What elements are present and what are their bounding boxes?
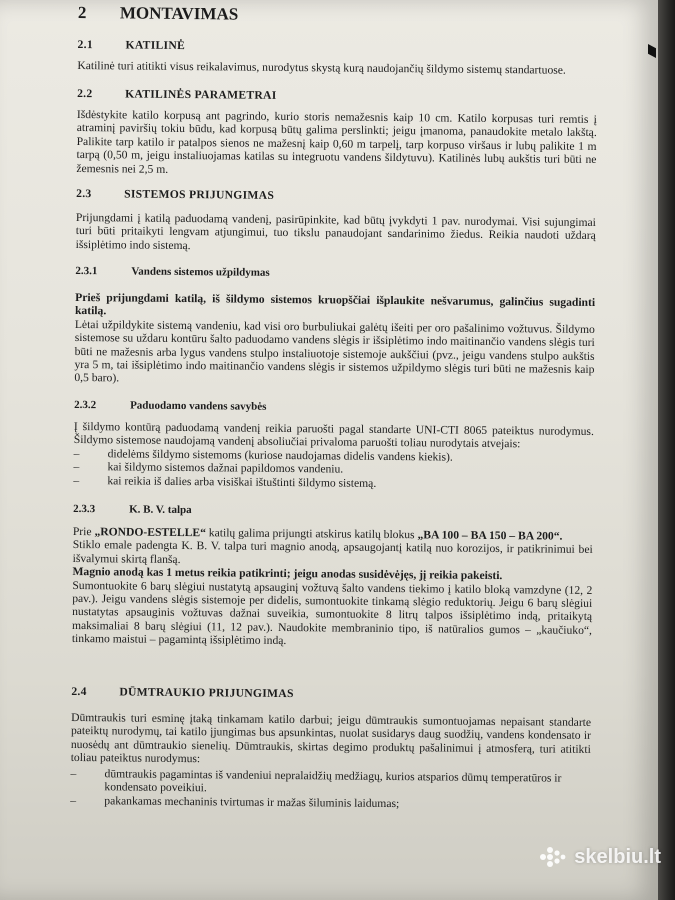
section-number: 2.3.3 — [73, 502, 96, 516]
section-2-3-2-heading — [74, 399, 266, 414]
page-edge-shadow — [658, 0, 675, 900]
section-number: 2.3 — [76, 186, 92, 201]
section-number: 2.4 — [71, 684, 87, 699]
section-2-3-1-text — [74, 291, 595, 390]
dash-bullet: – — [73, 460, 80, 474]
page-notch — [648, 44, 656, 58]
list-item: – kai šildymo sistemos dažnai papildomos vandeniu. — [73, 460, 344, 476]
water-conditions-list — [73, 447, 593, 492]
list-item: – kai reikia iš dalies arba visiškai ištuštinti šildymo sistemą. — [73, 473, 377, 490]
section-number: 2 — [77, 2, 87, 23]
section-title: Paduodamo vandens savybės — [130, 399, 267, 413]
section-2-3-heading — [76, 187, 274, 202]
dash-bullet: – — [70, 766, 77, 781]
section-number: 2.1 — [77, 37, 94, 52]
section-2-3-3-heading — [73, 503, 192, 518]
section-2-3-1-heading — [75, 265, 269, 280]
warning-text: Prieš prijungdami katilą, iš šildymo sistemos kruopščiai išplaukite nešvarumus, galinčius sugadinti katilą. — [74, 290, 596, 318]
section-2-1-text: Katilinė turi atitikti visus reikalavimus, nurodytus skystą kurą naudojančių šildymo sistemų standartuose. — [77, 58, 566, 77]
section-2-3-3-text: Prie „RONDO-ESTELLE“ katilų galima prijungti atskirus katilų blokus „BA 100 – BA 150 – BA 200“. Stiklo emale padengta K. B. V. talpa turi magnio anodą, apsaugojantį katilą nuo korozijos, ir patikrinimui bei išvalymui skirtą flanšą. Magnio anodą kas 1 metus reikia patikrinti; jeigu anodas susidėvėjęs, jį reikia pakeisti. Sumontuokite 6 barų slėgiui nustatytą apsauginį vožtuvą šalto vandens tiekimo į katilo bloką vamzdyne (12, 2 pav.). Jeigu vandens slėgis sistemoje per didelis, sumontuokite tinkamą slėgio reduktorių. Jeigu 6 barų slėgiui nustatytas apsauginis vožtuvas dažnai suveikia, sumontuokite 8 litrų talpos išsiplėtimo indą, pritaikytą maksimaliai 8 barų slėgiui (11, 12 pav.). Naudokite membraninio tipo, iš natūralios gumos – „kaučiuko“, tinkamo maistui – pagamintą išsiplėtimo indą. — [71, 524, 593, 648]
skelbiu-logo-icon — [538, 844, 568, 870]
body-text: Lėtai užpildykite sistemą vandeniu, kad visi oro burbuliukai galėtų išeiti per oro pašalinimo vožtuvus. Šildymo sistemose su uždaru kontūru šalto paduodamo vandens slėgis ir išsiplėtimo indo maitinančio vandens slėgis turi būti ne mažesnis arba lygus vandens stulpo instaliuotoje sistemoje aukščiui (pvz., jeigu vandens stulpo aukštis yra 5 m, tai išsiplėtimo indo maitinančio vandens slėgis ir sistemos užpildymo slėgis turi būti ne mažesnis kaip 0,5 baro). — [74, 317, 595, 385]
section-number: 2.2 — [77, 86, 93, 101]
section-2-4-heading — [71, 685, 294, 701]
watermark — [538, 844, 661, 870]
section-title: SISTEMOS PRIJUNGIMAS — [124, 187, 275, 202]
watermark-text: skelbiu.lt — [574, 845, 661, 868]
section-title: MONTAVIMAS — [119, 3, 239, 24]
section-2-4-text: Dūmtraukis turi esminę įtaką tinkamam katilo darbui; jeigu dūmtraukis sumontuojamas nepaisant standarte pateiktų nurodymų, tai katilo įjungimas bus apsunkintas, nuolat susidarys daug suodžių, vandens kondensato ir nuosėdų ant dūmtraukio sienelių. Dūmtraukis, skirtas degimo produktų pašalinimui į atmosferą, turi atitikti toliau pateiktus nurodymus: — [70, 710, 592, 766]
section-2-3-2-text: Į šildymo kontūrą paduodamą vandenį reikia paruošti pagal standarte UNI-CTI 8065 pateiktus nurodymus. Šildymo sistemose naudojamą vandenį absoliučiai privaloma paruošti toliau nurodytais atvejais: — [73, 419, 594, 451]
unit-models: „BA 100 – BA 150 – BA 200“. — [417, 528, 563, 543]
list-item: – dūmtraukis pagamintas iš vandeniui nepralaidžių medžiagų, kurios atsparios dūmų temperatūros ir kondensato poveikiui. — [70, 766, 562, 795]
section-number: 2.3.2 — [74, 398, 97, 412]
list-item: – didelėms šildymo sistemoms (kuriose naudojamas didelis vandens kiekis). — [73, 446, 453, 464]
section-2-3-text: Prijungdami į katilą paduodamą vandenį, pasirūpinkite, kad būtų įvykdyti 1 pav. nurodymai. Visi sujungimai turi būti pritaikyti lengvam atjungimui, tuo tikslu panaudojant sandarinimo žiedus. Reikia naudoti uždarą išsiplėtimo indo sistemą. — [75, 210, 596, 252]
section-title: KATILINĖS PARAMETRAI — [125, 87, 277, 102]
section-title: DŪMTRAUKIO PRIJUNGIMAS — [119, 685, 294, 701]
section-2-2-heading — [77, 87, 277, 102]
section-title: KATILINĖ — [125, 38, 186, 53]
page-content — [70, 0, 618, 810]
chimney-requirements-list — [70, 767, 590, 812]
section-number: 2.3.1 — [75, 264, 98, 278]
dash-bullet: – — [73, 473, 80, 487]
section-2-1-heading — [78, 38, 186, 52]
warning-text: Magnio anodą kas 1 metus reikia patikrinti; jeigu anodas susidėvėjęs, jį reikia pakeisti. — [72, 565, 503, 583]
product-name: „RONDO-ESTELLE“ — [94, 525, 207, 540]
dash-bullet: – — [73, 446, 80, 461]
list-item: – pakankamas mechaninis tvirtumas ir mažas šiluminis laidumas; — [70, 793, 400, 810]
section-title: K. B. V. talpa — [129, 503, 192, 517]
section-2-2-text: Išdėstykite katilo korpusą ant pagrindo, kurio storis nemažesnis kaip 10 cm. Katilo korpusas turi remtis į atraminį paviršių tokiu būdu, kad korpusą būtų galima perslinkti; jeigu įmanoma, panaudokite metalo lakštą. Palikite tarp katilo ir patalpos sienos ne mažesnį kaip 0,60 m tarpelį, tarp korpuso viršaus ir lubų palikite 1 m tarpą (0,50 m, jeigu instaliuojamas katilas su integruotu vandens šildytuvu). Katilinės lubų aukštis turi būti ne žemesnis nei 2,5 m. — [76, 107, 597, 176]
section-2-heading — [77, 2, 239, 24]
section-title: Vandens sistemos užpildymas — [131, 265, 270, 279]
dash-bullet: – — [70, 793, 77, 807]
